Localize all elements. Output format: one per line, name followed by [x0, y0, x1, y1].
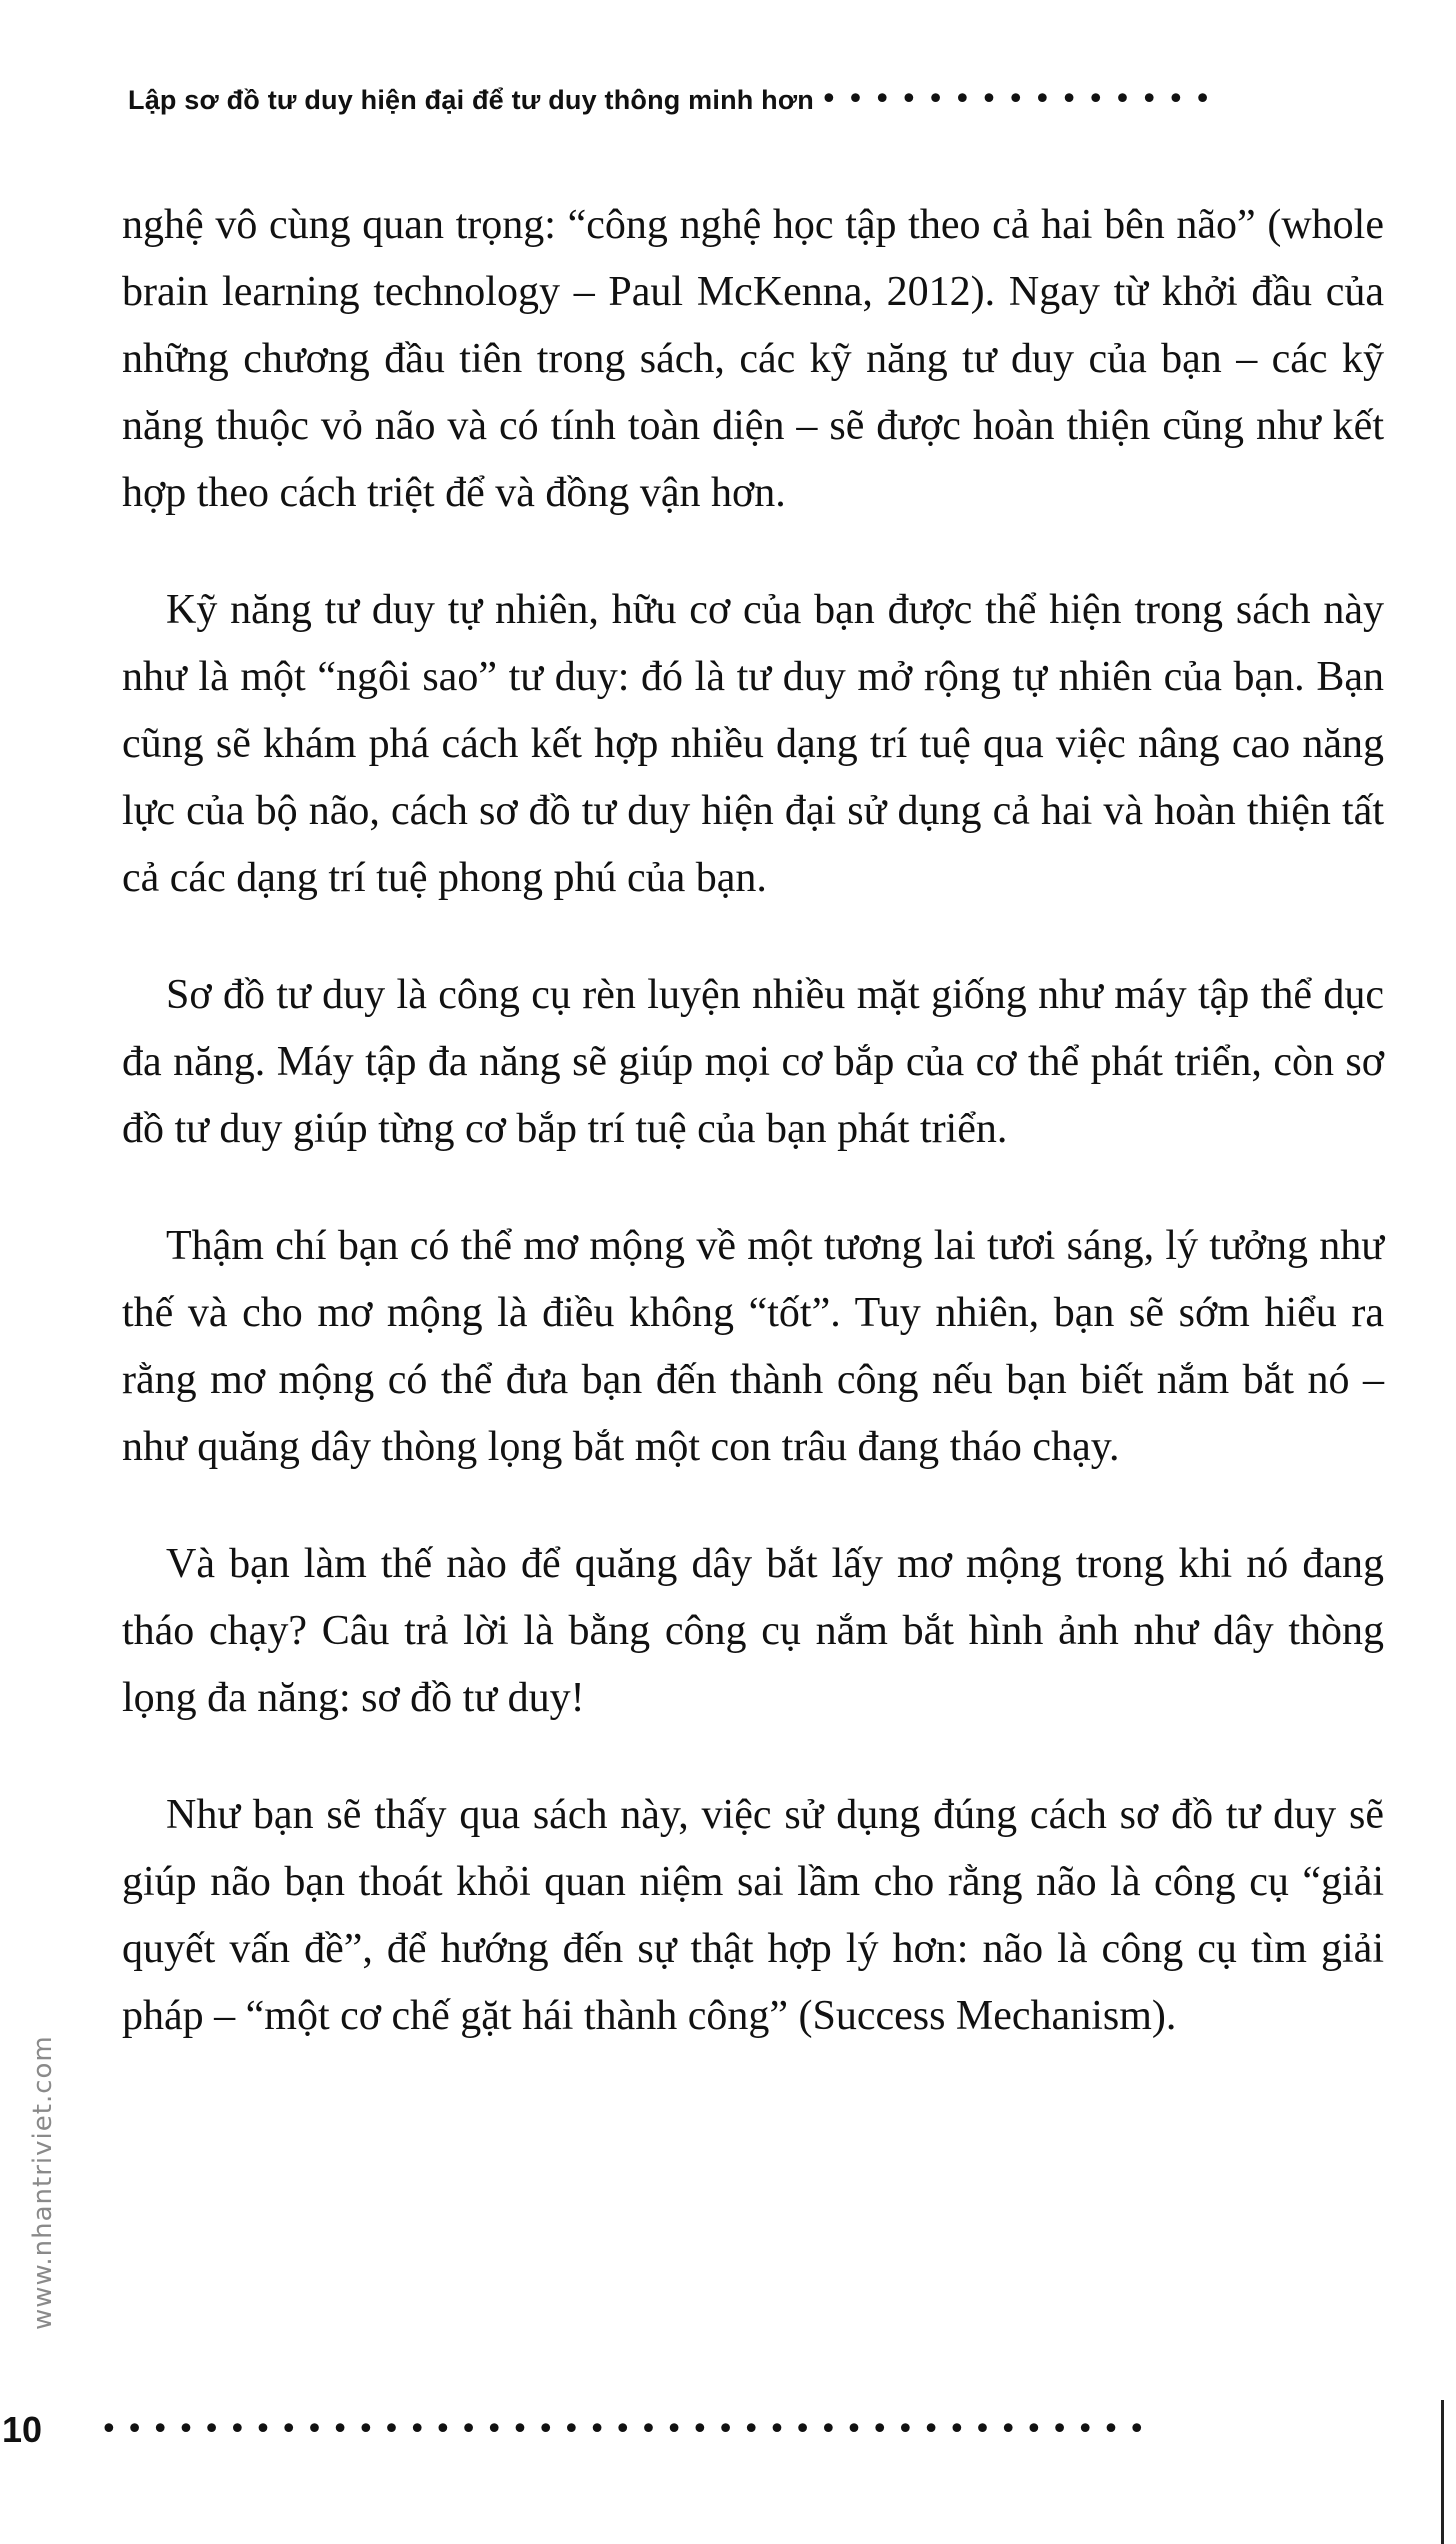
- paragraph-2: Kỹ năng tư duy tự nhiên, hữu cơ của bạn được thể hiện trong sách này như là một “ngôi sao” tư duy: đó là tư duy mở rộng tự nhiên của bạn. Bạn cũng sẽ khám phá cách kết hợp nhiều dạng trí tuệ qua việc nâng cao năng lực của bộ não, cách sơ đồ tư duy hiện đại sử dụng cả hai và hoàn thiện tất cả các dạng trí tuệ phong phú của bạn.: [122, 587, 1384, 901]
- paragraph-1: nghệ vô cùng quan trọng: “công nghệ học tập theo cả hai bên não” (whole brain learning technology – Paul McKenna, 2012). Ngay từ khởi đầu của những chương đầu tiên trong sách, các kỹ năng tư duy của bạn – các kỹ năng thuộc vỏ não và có tính toàn diện – sẽ được hoàn thiện cũng như kết hợp theo cách triệt để và đồng vận hơn.: [122, 202, 1384, 516]
- running-header: [128, 70, 1388, 130]
- paragraph-6: Như bạn sẽ thấy qua sách này, việc sử dụng đúng cách sơ đồ tư duy sẽ giúp não bạn thoát khỏi quan niệm sai lầm cho rằng não là công cụ “giải quyết vấn đề”, để hướng đến sự thật hợp lý hơn: não là công cụ tìm giải pháp – “một cơ chế gặt hái thành công” (Success Mechanism).: [122, 1792, 1384, 2039]
- running-header-title: Lập sơ đồ tư duy hiện đại để tư duy thông minh hơn: [128, 84, 814, 115]
- body-text: [122, 192, 1384, 2100]
- side-watermark-url: www.nhantriviet.com: [28, 2035, 58, 2330]
- paragraph-3: Sơ đồ tư duy là công cụ rèn luyện nhiều mặt giống như máy tập thể dục đa năng. Máy tập đa năng sẽ giúp mọi cơ bắp của cơ thể phát triển, còn sơ đồ tư duy giúp từng cơ bắp trí tuệ của bạn phát triển.: [122, 972, 1384, 1152]
- paragraph-4: Thậm chí bạn có thể mơ mộng về một tương lai tươi sáng, lý tưởng như thế và cho mơ mộng là điều không “tốt”. Tuy nhiên, bạn sẽ sớm hiểu ra rằng mơ mộng có thể đưa bạn đến thành công nếu bạn biết nắm bắt nó – như quăng dây thòng lọng bắt một con trâu đang tháo chạy.: [122, 1223, 1384, 1470]
- page-edge-line: [1441, 2400, 1444, 2544]
- page-number: 10: [2, 2409, 43, 2450]
- header-dot-leader: •••••••••••••••: [819, 82, 1221, 117]
- page-footer: [0, 2400, 1400, 2460]
- paragraph-5: Và bạn làm thế nào để quăng dây bắt lấy mơ mộng trong khi nó đang tháo chạy? Câu trả lời là bằng công cụ nắm bắt hình ảnh như dây thòng lọng đa năng: sơ đồ tư duy!: [122, 1541, 1384, 1721]
- footer-dot-leader: •••••••••••••••••••••••••••••••••••••••••: [100, 2412, 1154, 2447]
